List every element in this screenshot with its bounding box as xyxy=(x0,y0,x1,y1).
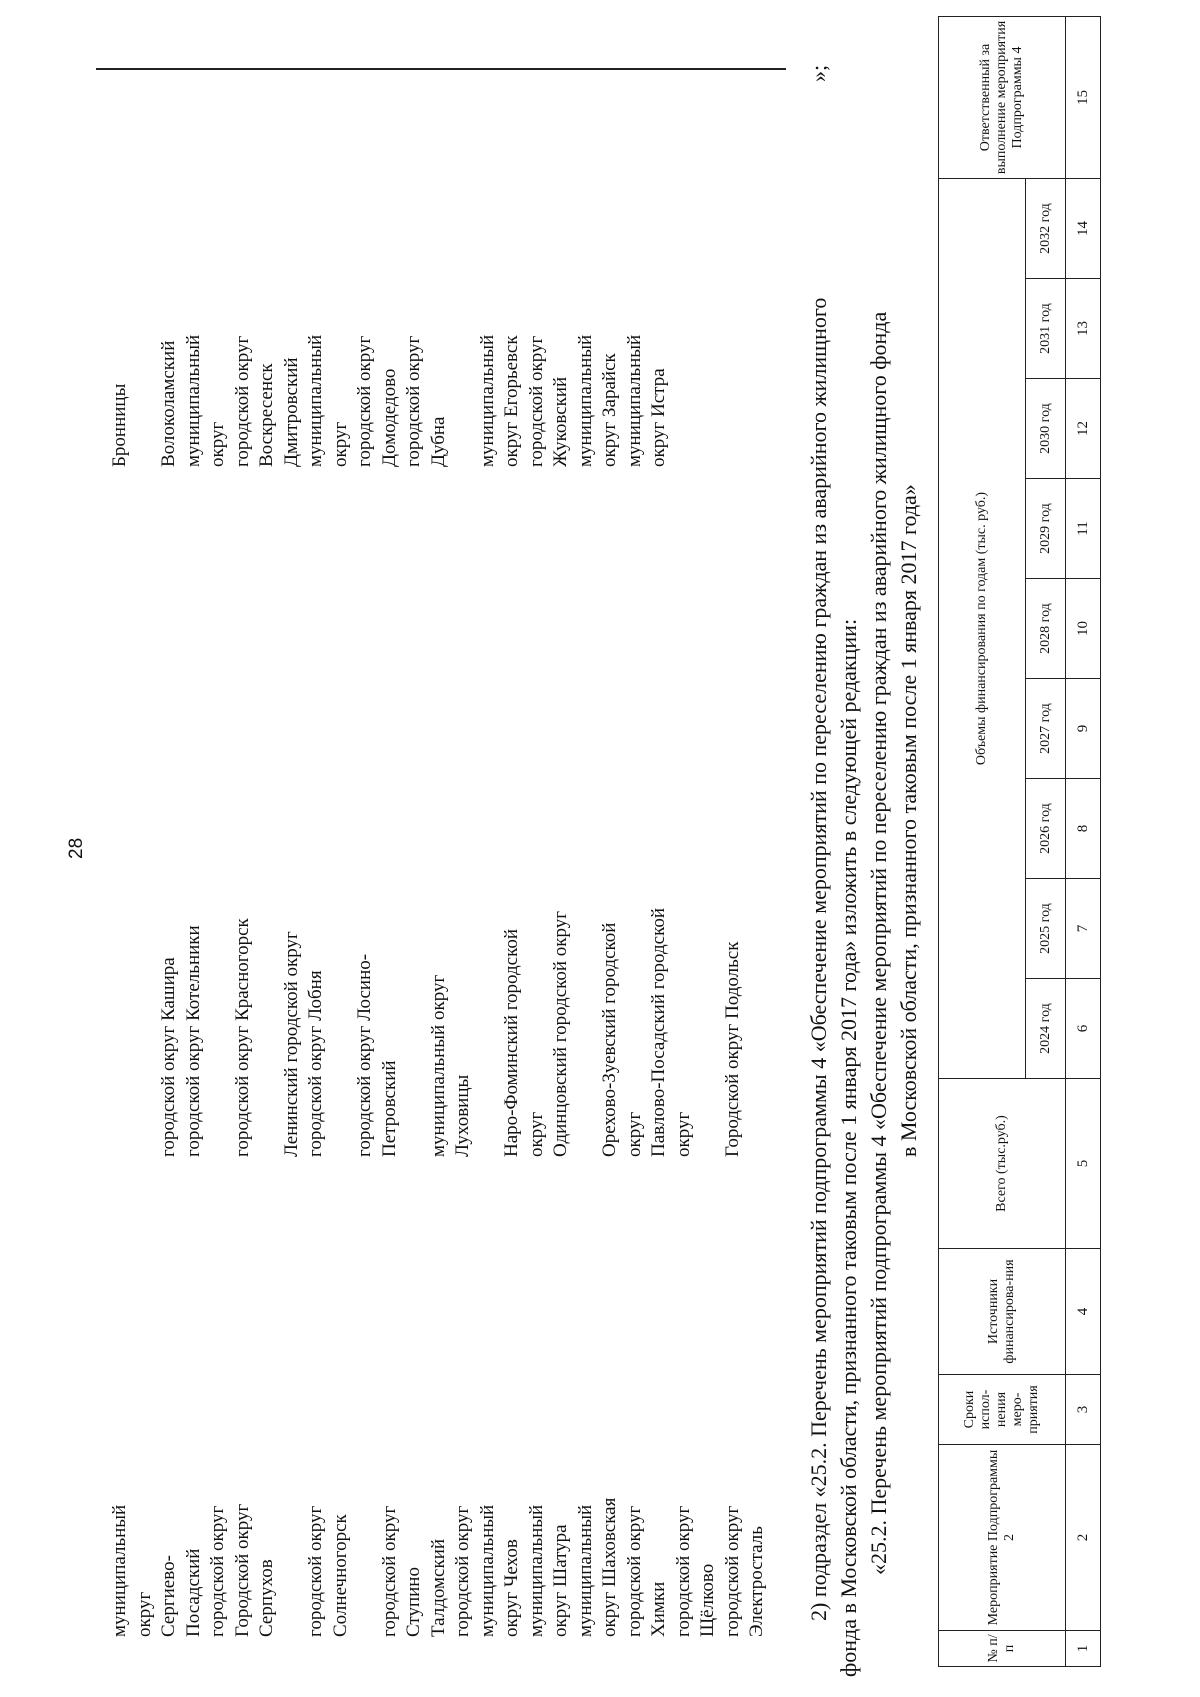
upper-cell-line: Городской округ Подольск xyxy=(721,941,743,1157)
upper-cell-line: муниципальный xyxy=(476,334,498,467)
upper-cell-line: муниципальный xyxy=(525,1504,547,1637)
upper-cell-line: муниципальный округ xyxy=(427,974,449,1157)
upper-cell-line: городской округ xyxy=(452,1505,473,1637)
column-number-cell: 12 xyxy=(1066,379,1101,479)
header-responsible: Ответственный за выполнение мероприятия Подпрограммы 4 xyxy=(939,16,1066,178)
upper-cell-line: округ xyxy=(672,1111,694,1157)
upper-cell-line: городской округ xyxy=(207,1505,228,1637)
upper-cell-line: Одинцовский городской округ xyxy=(550,910,571,1157)
upper-cell-line: Волоколамский xyxy=(158,340,179,467)
upper-cell-line: городской округ Котельники xyxy=(182,925,204,1157)
upper-cell-line: Дубна xyxy=(427,416,449,467)
upper-cell-line: Дмитровский xyxy=(280,357,302,467)
header-total: Всего (тыс.руб.) xyxy=(939,1079,1066,1249)
upper-cell-line: округ Зарайск xyxy=(599,353,620,467)
upper-cell-line: муниципальный xyxy=(623,334,645,467)
upper-cell-line: Посадский xyxy=(182,1548,204,1637)
upper-table-left-border xyxy=(96,68,786,70)
column-number-cell: 15 xyxy=(1066,16,1101,178)
upper-cell-line: округ xyxy=(207,421,228,467)
closing-mark: »; xyxy=(806,64,831,82)
upper-cell-line: муниципальный xyxy=(574,1504,596,1637)
paragraph-line-4: в Московской области, признанного таковым после 1 января 2017 года» xyxy=(896,484,921,1157)
upper-cell-line: округ Егорьевск xyxy=(501,335,522,467)
upper-table xyxy=(96,0,786,1697)
upper-cell-line: Городской округ xyxy=(231,1503,253,1637)
upper-cell-line: округ Чехов xyxy=(501,1539,522,1637)
upper-cell-line: городской округ Лобня xyxy=(305,970,326,1157)
year-cell: 2028 год xyxy=(1026,579,1066,679)
upper-cell-line: Воскресенск xyxy=(256,363,277,467)
column-number-cell: 11 xyxy=(1066,479,1101,579)
upper-cell-line: Щёлково xyxy=(697,1563,718,1637)
upper-cell-line: Химки xyxy=(648,1581,669,1637)
activities-table xyxy=(938,16,1101,1667)
column-number-cell: 13 xyxy=(1066,279,1101,379)
column-number-cell: 3 xyxy=(1066,1375,1101,1445)
upper-cell-line: муниципальный xyxy=(109,1504,130,1637)
column-number-cell: 9 xyxy=(1066,679,1101,779)
upper-cell-line: городской округ xyxy=(672,1505,694,1637)
upper-cell-line: Сергиево- xyxy=(158,1555,179,1637)
upper-cell-line: Луховицы xyxy=(452,1074,473,1157)
upper-cell-line: Петровский xyxy=(378,1060,400,1157)
header-sources: Источники финансирова-ния xyxy=(939,1249,1066,1375)
upper-cell-line: округ Шатура xyxy=(550,1524,571,1637)
upper-cell-line: округ Шаховская xyxy=(599,1497,620,1637)
paragraph-line-1: 2) подраздел «25.2. Перечень мероприятий подпрограммы 4 «Обеспечение мероприятий по переселению граждан из аварийного жилищного xyxy=(806,297,831,1621)
year-cell: 2026 год xyxy=(1026,779,1066,879)
upper-cell-line: округ xyxy=(133,1591,155,1637)
column-number-cell: 2 xyxy=(1066,1445,1101,1631)
paragraph-line-3: «25.2. Перечень мероприятий подпрограммы 4 «Обеспечение мероприятий по переселению граждан из аварийного жилищного фонда xyxy=(866,311,891,1575)
column-number-cell: 5 xyxy=(1066,1079,1101,1249)
upper-cell-line: округ xyxy=(623,1111,645,1157)
upper-cell-line: городской округ xyxy=(231,335,253,467)
upper-cell-line: муниципальный xyxy=(574,334,596,467)
upper-cell-line: муниципальный xyxy=(476,1504,498,1637)
upper-cell-line: городской округ xyxy=(403,335,424,467)
upper-cell-line: городской округ xyxy=(721,1505,743,1637)
column-number-cell: 10 xyxy=(1066,579,1101,679)
upper-cell-line: муниципальный xyxy=(182,334,204,467)
upper-cell-line: Жуковский xyxy=(550,376,571,467)
column-number-cell: 14 xyxy=(1066,178,1101,278)
upper-cell-line: Электросталь xyxy=(746,1526,767,1637)
upper-cell-line: городской округ Лосино- xyxy=(354,953,375,1157)
upper-cell-line: городской округ xyxy=(305,1505,326,1637)
upper-cell-line: городской округ xyxy=(623,1505,645,1637)
upper-cell-line: Ступино xyxy=(403,1567,424,1637)
upper-cell-line: городской округ Кашира xyxy=(158,957,179,1157)
year-cell: 2025 год xyxy=(1026,879,1066,979)
upper-cell-line: Талдомский xyxy=(427,1538,449,1637)
paragraph-line-2: фонда в Московской области, признанного таковым после 1 января 2017 года» изложить в следующей редакции: xyxy=(836,618,861,1677)
year-cell: 2029 год xyxy=(1026,479,1066,579)
header-num: № п/п xyxy=(939,1631,1066,1667)
upper-cell-line: городской округ xyxy=(378,1505,400,1637)
upper-cell-line: Бронницы xyxy=(109,383,130,467)
upper-cell-line: Наро-Фоминский городской xyxy=(501,928,522,1157)
header-terms: Сроки испол-нения меро-приятия xyxy=(939,1375,1066,1445)
upper-cell-line: городской округ xyxy=(354,335,375,467)
year-cell: 2032 год xyxy=(1026,178,1066,278)
upper-cell-line: Домодедово xyxy=(378,368,400,467)
column-number-cell: 8 xyxy=(1066,779,1101,879)
year-cell: 2031 год xyxy=(1026,279,1066,379)
column-number-cell: 7 xyxy=(1066,879,1101,979)
upper-cell-line: Солнечногорск xyxy=(329,1514,351,1637)
column-number-cell: 4 xyxy=(1066,1249,1101,1375)
year-cell: 2024 год xyxy=(1026,979,1066,1079)
upper-cell-line: городской округ xyxy=(525,335,547,467)
column-number-cell: 1 xyxy=(1066,1631,1101,1667)
upper-cell-line: округ xyxy=(525,1111,547,1157)
year-cell: 2027 год xyxy=(1026,679,1066,779)
upper-cell-line: муниципальный xyxy=(305,334,326,467)
upper-cell-line: округ Истра xyxy=(648,368,669,467)
upper-cell-line: Ленинский городской округ xyxy=(280,931,302,1157)
header-volumes: Объемы финансирования по годам (тыс. руб.) xyxy=(939,178,1026,1078)
year-cell: 2030 год xyxy=(1026,379,1066,479)
upper-cell-line: городской округ Красногорск xyxy=(231,918,253,1157)
page-number: 28 xyxy=(66,837,87,859)
upper-cell-line: Серпухов xyxy=(256,1559,277,1637)
column-number-cell: 6 xyxy=(1066,979,1101,1079)
upper-cell-line: Орехово-Зуевский городской xyxy=(599,922,620,1157)
upper-cell-line: Павлово-Посадский городской xyxy=(648,907,669,1157)
header-activity: Мероприятие Подпрограммы 2 xyxy=(939,1445,1066,1631)
upper-cell-line: округ xyxy=(329,421,351,467)
